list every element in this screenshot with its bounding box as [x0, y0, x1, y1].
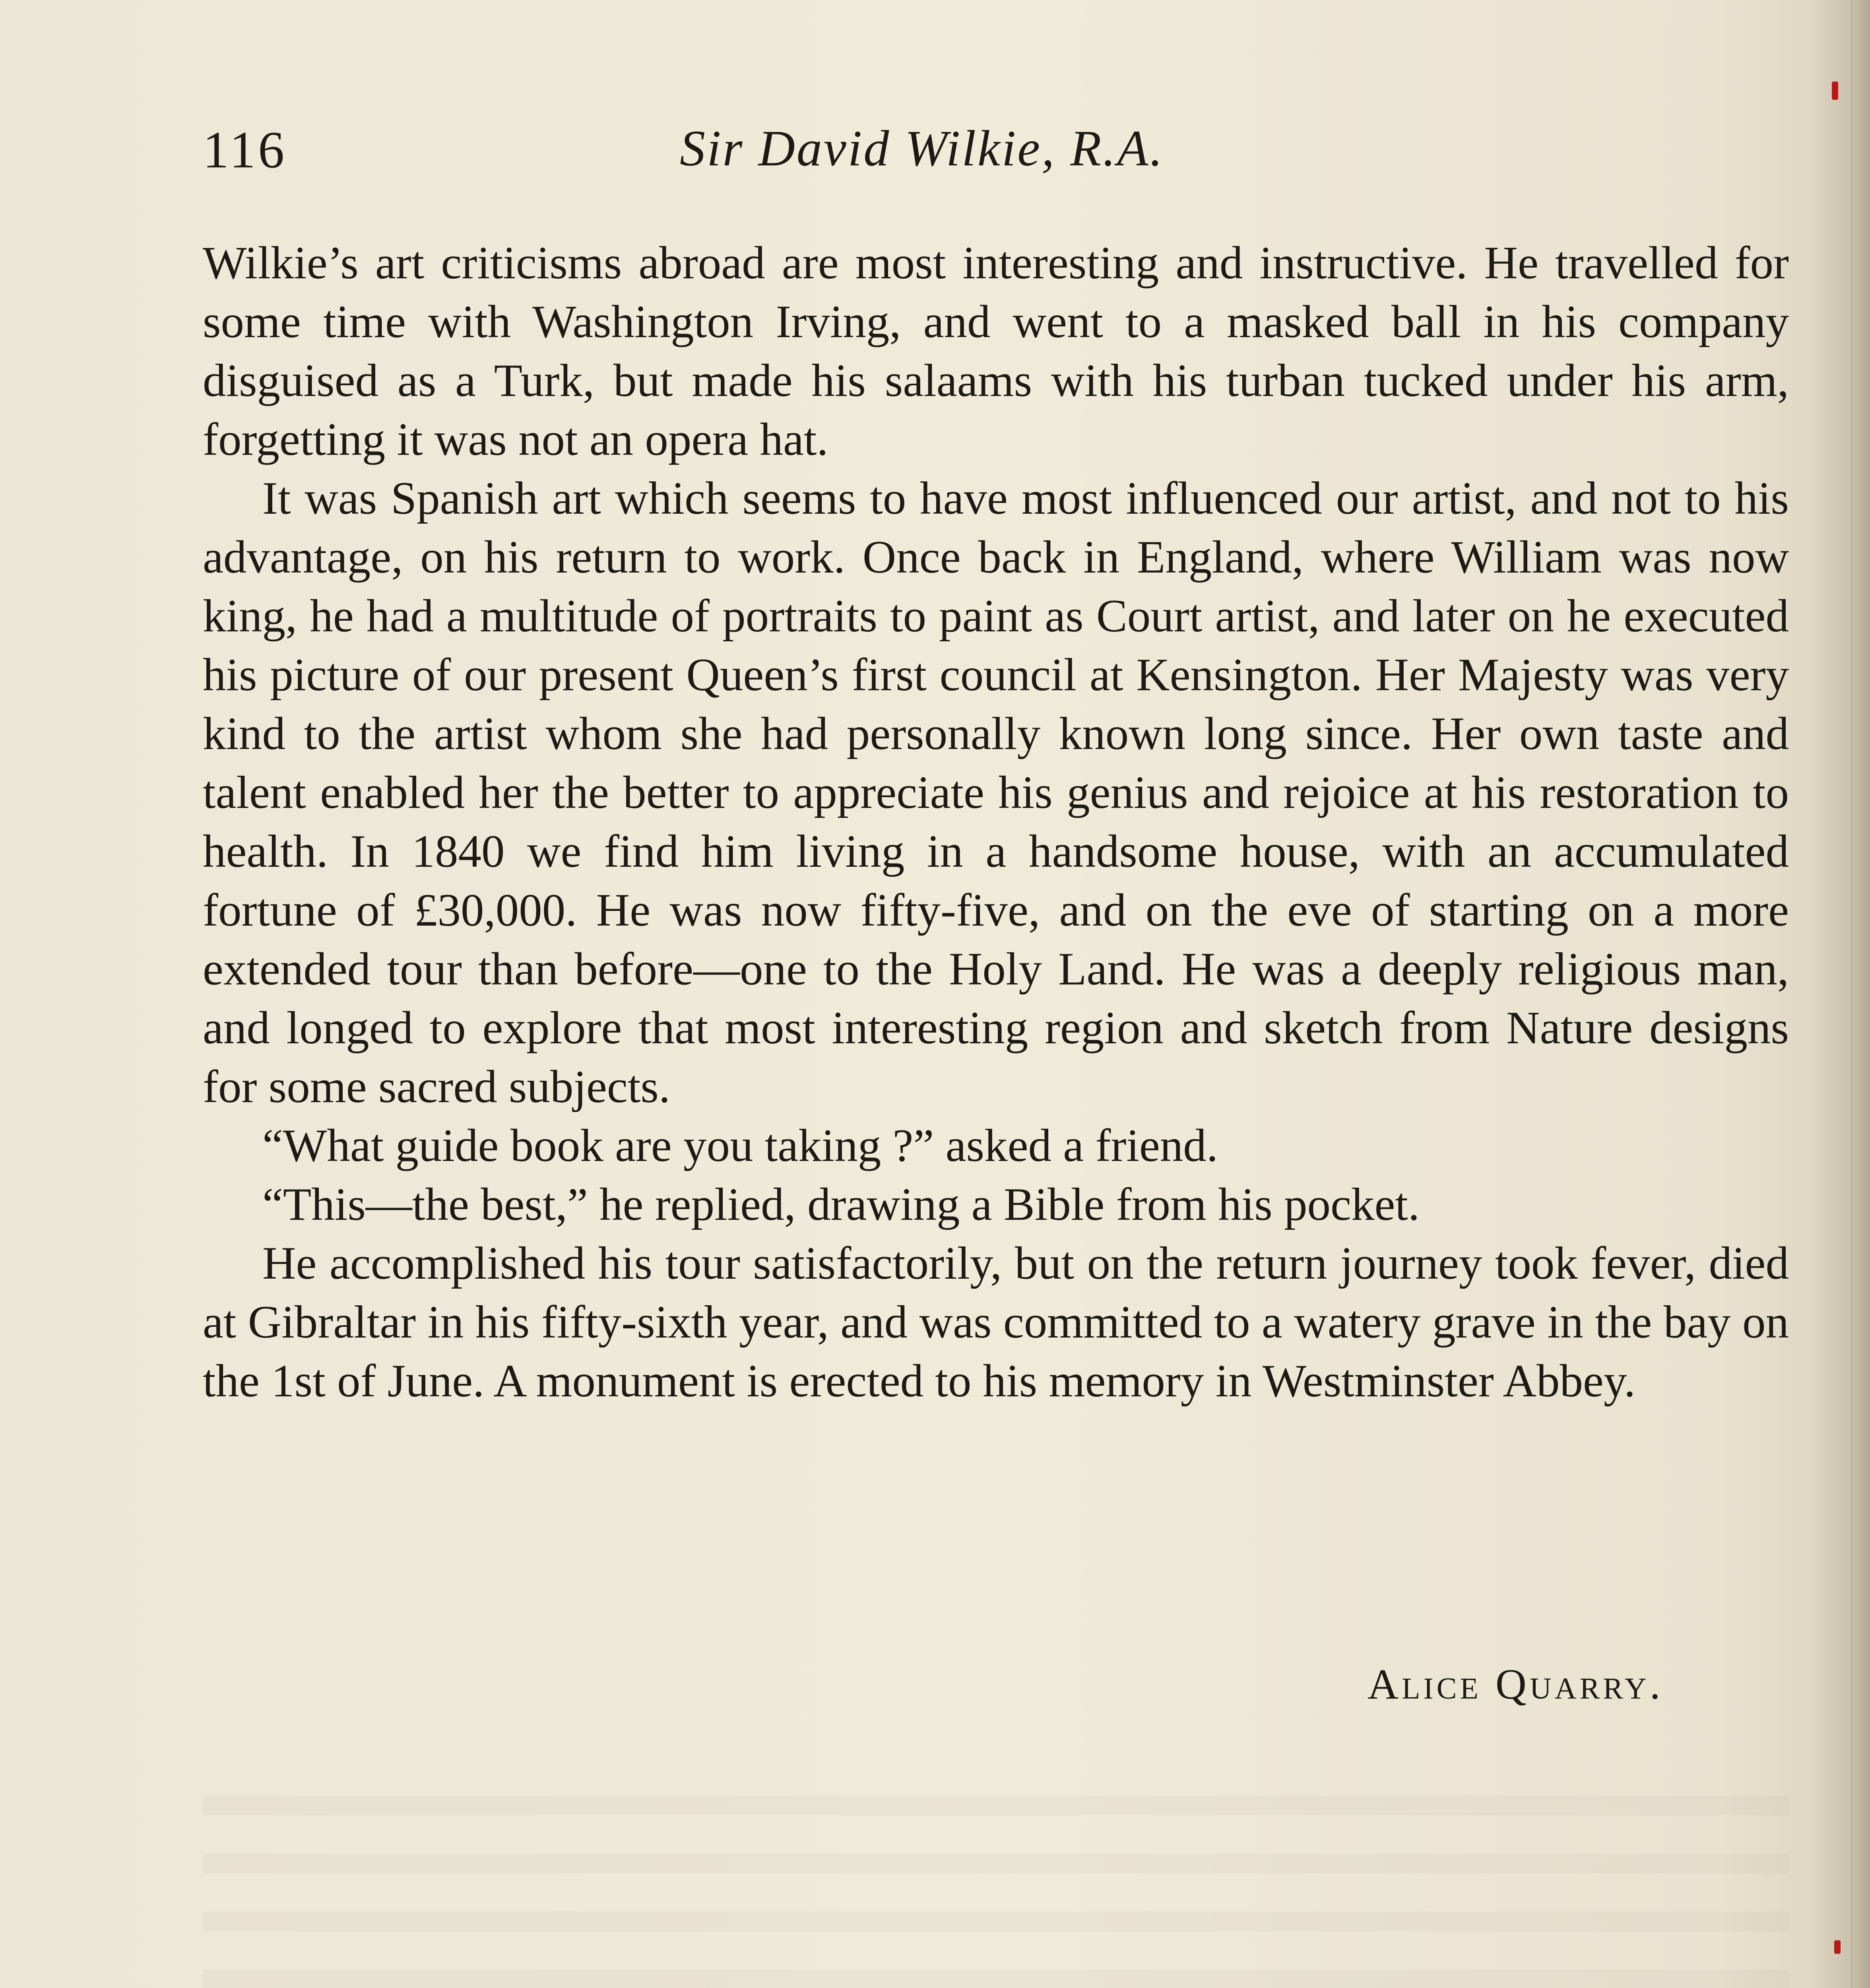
page-number: 116 [203, 120, 287, 179]
paragraph: “What guide book are you taking ?” asked a friend. [262, 1120, 1218, 1171]
article-body [203, 234, 1789, 1411]
paragraph: It was Spanish art which seems to have most influenced our artist, and not to his advantage, on his return to work. Once back in England, where William was now king, he had a multitude of portraits to paint as Court artist, and later on he executed his picture of our present Queen’s first council at Kensington. Her Majesty was very kind to the artist whom she had personally known long since. Her own taste and talent enabled her the better to appreciate his genius and rejoice at his restoration to health. In 1840 we find him living in a handsome house, with an accumulated fortune of £30,000. He was now fifty-five, and on the eve of starting on a more extended tour than before—one to the Holy Land. He was a deeply religious man, and longed to explore that most interesting region and sketch from Nature designs for some sacred subjects. [203, 473, 1789, 1112]
author-signature: Alice Quarry. [1368, 1661, 1664, 1708]
running-head: Sir David Wilkie, R.A. [680, 120, 1164, 177]
page-edge-shadow [1810, 0, 1870, 1988]
red-margin-mark [1832, 82, 1838, 100]
paragraph: “This—the best,” he replied, drawing a Bible from his pocket. [262, 1179, 1420, 1230]
paragraph: Wilkie’s art criticisms abroad are most interesting and instructive. He travelled for some time with Washington Irving, and went to a masked ball in his company disguised as a Turk, but made his salaams with his turban tucked under his arm, forgetting it was not an opera hat. [203, 237, 1789, 465]
page-header [203, 119, 1789, 199]
page-edge-line [1851, 0, 1853, 1988]
paragraph: He accomplished his tour satisfactorily, but on the return journey took fever, died at Gibraltar in his fifty-sixth year, and was committed to a watery grave in the bay on the 1st of June. A monument is erected to his memory in Westminster Abbey. [203, 1238, 1789, 1407]
red-margin-mark [1834, 1940, 1841, 1954]
bleed-through-text [203, 1757, 1789, 1988]
